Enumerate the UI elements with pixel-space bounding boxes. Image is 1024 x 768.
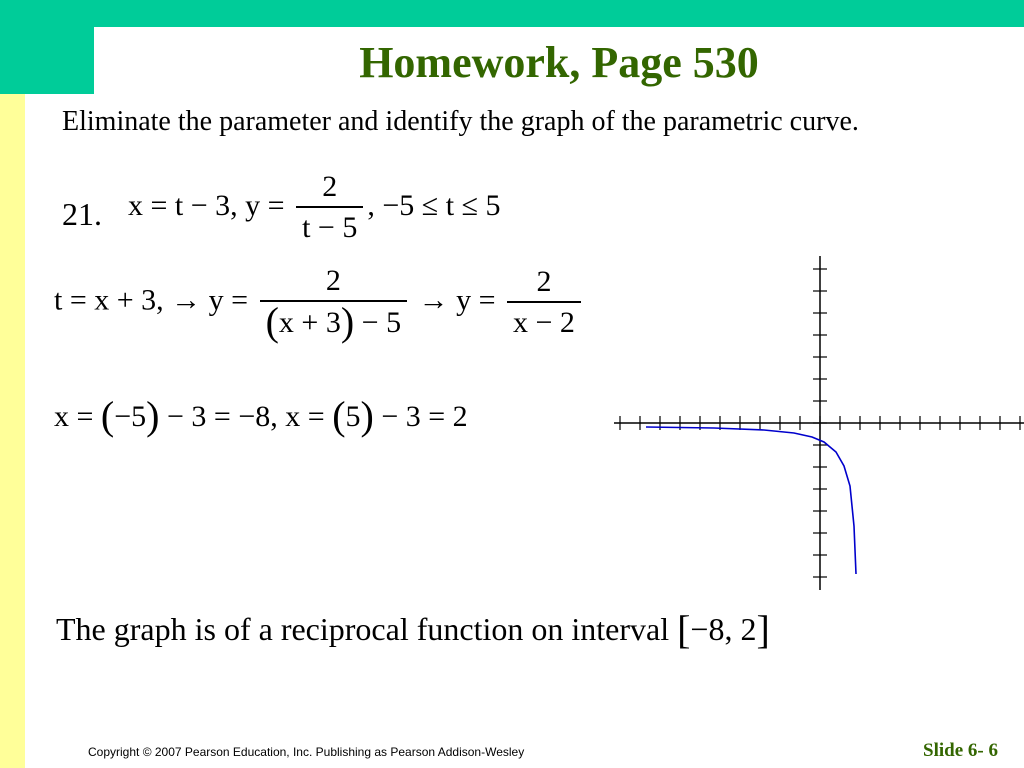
problem-fraction-den: t − 5 <box>296 206 363 248</box>
reciprocal-curve <box>646 427 856 574</box>
step1-fraction1-den-b: − 5 <box>354 306 402 339</box>
step1-fraction1-den-a: x + 3 <box>278 306 341 339</box>
corner-accent-block <box>0 0 94 94</box>
instruction-text: Eliminate the parameter and identify the graph of the parametric curve. <box>62 106 859 137</box>
step2-d: 5 <box>345 400 361 433</box>
step1-arrow: → y = <box>411 283 504 317</box>
step1-fraction2-den: x − 2 <box>507 301 581 343</box>
paren-open: ( <box>100 393 115 438</box>
step2-equation <box>54 392 468 439</box>
conclusion-sentence: The graph is of a reciprocal function on interval <box>56 611 678 647</box>
conclusion-interval: −8, 2 <box>690 611 757 647</box>
bracket-open: [ <box>677 607 691 652</box>
conclusion-text <box>56 606 770 653</box>
bracket-close: ] <box>756 607 770 652</box>
problem-equation <box>128 168 501 248</box>
problem-range: , −5 ≤ t ≤ 5 <box>367 188 501 222</box>
problem-fraction <box>296 168 363 248</box>
step2-b: −5 <box>114 400 147 433</box>
step1-equation <box>54 262 585 343</box>
problem-fraction-num: 2 <box>322 170 338 203</box>
paren-open: ( <box>265 299 279 344</box>
top-accent-bar <box>0 0 1024 27</box>
problem-number: 21. <box>62 196 102 232</box>
step1-fraction1 <box>260 262 408 343</box>
step1-part1: t = x + 3, → y = <box>54 283 256 317</box>
step1-fraction2 <box>507 263 581 343</box>
step2-e: − 3 = 2 <box>373 400 468 433</box>
paren-close: ) <box>360 393 374 438</box>
problem-eq-lhs: x = t − 3, y = <box>128 188 293 222</box>
step1-fraction2-num: 2 <box>536 264 552 298</box>
paren-close: ) <box>146 393 160 438</box>
slide-number: Slide 6- 6 <box>923 740 998 761</box>
step1-fraction1-den <box>260 300 408 343</box>
step2-a: x = <box>54 400 101 433</box>
step2-c: − 3 = −8, x = <box>159 400 333 433</box>
paren-open: ( <box>332 393 346 438</box>
reciprocal-graph <box>614 256 1024 590</box>
side-accent-bar <box>0 94 25 768</box>
slide-title: Homework, Page 530 <box>359 38 759 87</box>
step1-fraction1-num: 2 <box>325 264 341 297</box>
copyright-footer: Copyright © 2007 Pearson Education, Inc. Publishing as Pearson Addison-Wesley <box>88 745 525 759</box>
paren-close: ) <box>340 299 355 344</box>
